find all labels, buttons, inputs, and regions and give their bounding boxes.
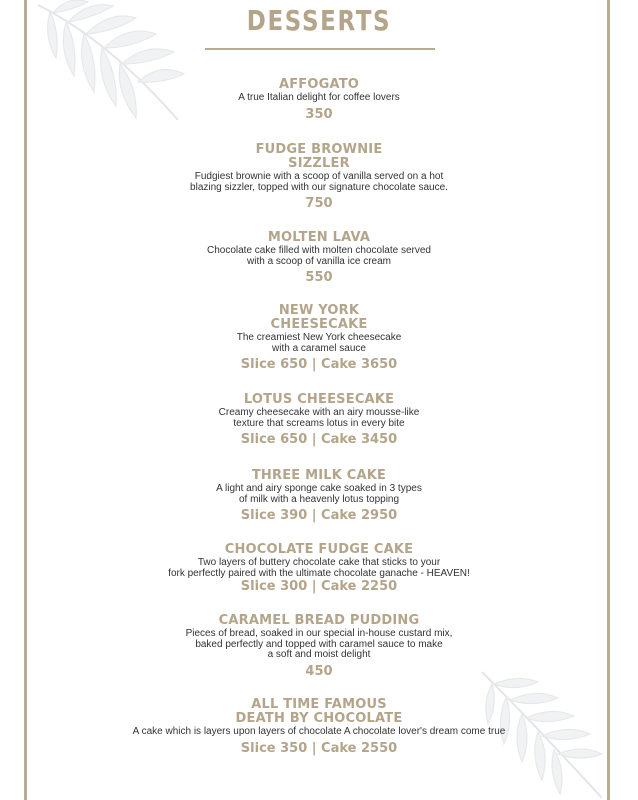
- item-description: A light and airy sponge cake soaked in 3 types of milk with a heavenly lotus topping: [216, 483, 422, 505]
- item-price: Slice 390 | Cake 2950: [240, 508, 398, 523]
- menu-item-fudge-brownie-sizzler: [40, 143, 598, 212]
- item-name: THREE MILK CAKE: [251, 468, 387, 483]
- item-description: Pieces of bread, soaked in our special in-house custard mix, baked perfectly and topped with caramel sauce to make a soft and moist delight: [185, 628, 453, 660]
- item-name: FUDGE BROWNIE SIZZLER: [255, 142, 383, 171]
- item-description: Two layers of buttery chocolate cake that sticks to your fork perfectly paired with the ultimate chocolate ganache - HEAVEN!: [168, 557, 470, 579]
- item-price: Slice 650 | Cake 3450: [240, 432, 398, 447]
- item-description: Creamy cheesecake with an airy mousse-like texture that screams lotus in every bite: [218, 407, 420, 429]
- menu-item-affogato: [40, 78, 598, 123]
- item-price: Slice 650 | Cake 3650: [240, 357, 398, 372]
- item-name: MOLTEN LAVA: [267, 230, 371, 245]
- item-price: Slice 350 | Cake 2550: [240, 740, 398, 756]
- item-name: ALL TIME FAMOUS DEATH BY CHOCOLATE: [235, 697, 403, 726]
- item-price: 350: [305, 106, 333, 122]
- item-description: A cake which is layers upon layers of chocolate A chocolate lover's dream come true: [132, 726, 506, 737]
- menu-item-three-milk-cake: [40, 469, 598, 524]
- menu-item-death-by-chocolate: [40, 698, 598, 757]
- item-price: 750: [305, 196, 333, 211]
- menu-item-caramel-bread-pudding: [40, 614, 598, 680]
- item-price: 550: [305, 270, 333, 285]
- menu-item-molten-lava: [40, 231, 598, 286]
- item-description: Chocolate cake filled with molten chocolate served with a scoop of vanilla ice cream: [206, 245, 431, 267]
- menu-item-lotus-cheesecake: [40, 393, 598, 448]
- title-underline: [205, 48, 435, 50]
- item-description: The creamiest New York cheesecake with a caramel sauce: [236, 332, 402, 354]
- item-name: CARAMEL BREAD PUDDING: [218, 613, 420, 628]
- item-name: NEW YORK CHEESECAKE: [270, 303, 368, 332]
- left-border-line: [24, 0, 27, 800]
- item-price: 450: [305, 663, 333, 679]
- item-name: CHOCOLATE FUDGE CAKE: [224, 542, 414, 557]
- menu-item-new-york-cheesecake: [40, 304, 598, 373]
- item-description: Fudgiest brownie with a scoop of vanilla served on a hot blazing sizzler, topped with our signature chocolate sauce.: [190, 171, 448, 193]
- item-name: LOTUS CHEESECAKE: [243, 392, 395, 407]
- page-title: DESSERTS: [246, 4, 392, 37]
- item-name: AFFOGATO: [278, 77, 360, 92]
- item-price: Slice 300 | Cake 2250: [240, 579, 398, 594]
- item-description: A true Italian delight for coffee lovers: [238, 92, 400, 103]
- menu-item-chocolate-fudge-cake: [40, 543, 598, 595]
